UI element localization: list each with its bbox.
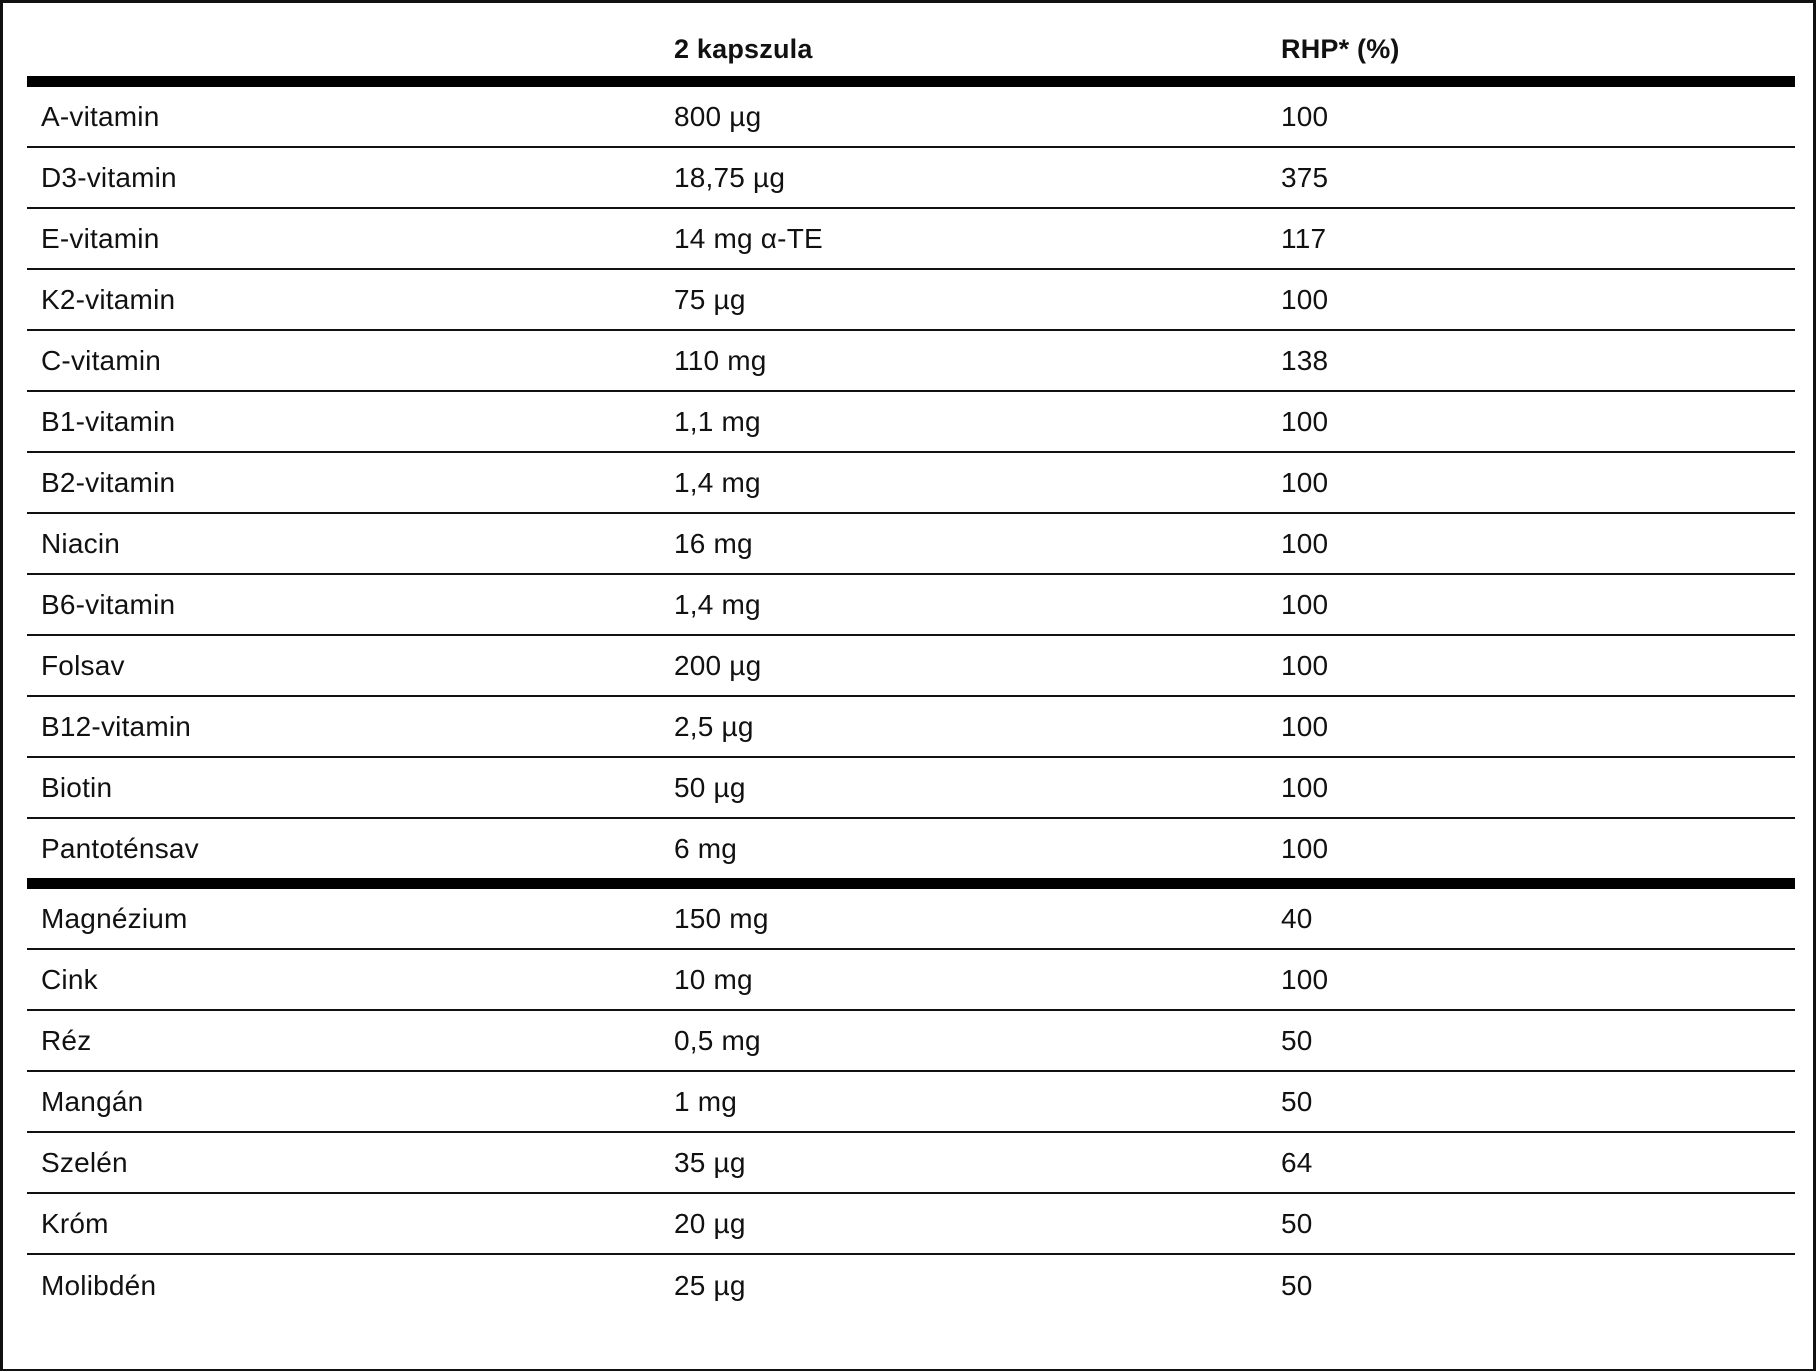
- nutrient-amount: 25 µg: [674, 1269, 746, 1301]
- header-rhp: RHP* (%): [1281, 34, 1400, 64]
- table-row: [27, 697, 1795, 758]
- nutrient-rhp: 117: [1281, 222, 1327, 254]
- nutrient-rhp: 50: [1281, 1207, 1313, 1239]
- nutrient-name: Molibdén: [41, 1269, 157, 1301]
- table-row: [27, 453, 1795, 514]
- nutrient-name: Niacin: [41, 527, 121, 559]
- header-amount: 2 kapszula: [674, 34, 813, 64]
- nutrient-name: Magnézium: [41, 902, 188, 934]
- nutrient-rhp: 50: [1281, 1085, 1313, 1117]
- nutrient-name: Folsav: [41, 649, 125, 681]
- nutrient-name: B1-vitamin: [41, 405, 176, 437]
- nutrient-rhp: 100: [1281, 527, 1329, 559]
- nutrient-name: D3-vitamin: [41, 161, 177, 193]
- nutrient-rhp: 375: [1281, 161, 1329, 193]
- table-row: [27, 1072, 1795, 1133]
- nutrient-name: B2-vitamin: [41, 466, 176, 498]
- nutrient-amount: 10 mg: [674, 963, 753, 995]
- nutrient-rhp: 40: [1281, 902, 1313, 934]
- nutrient-amount: 1,1 mg: [674, 405, 761, 437]
- table-row: [27, 209, 1795, 270]
- table-row: [27, 392, 1795, 453]
- table-row: [27, 636, 1795, 697]
- nutrient-amount: 0,5 mg: [674, 1024, 761, 1056]
- nutrient-amount: 20 µg: [674, 1207, 746, 1239]
- nutrient-amount: 800 µg: [674, 100, 762, 132]
- nutrient-rhp: 100: [1281, 963, 1329, 995]
- nutrient-rhp: 100: [1281, 100, 1329, 132]
- table-row: [27, 1133, 1795, 1194]
- table-row: [27, 87, 1795, 148]
- table-row: [27, 331, 1795, 392]
- nutrient-rhp: 100: [1281, 283, 1329, 315]
- nutrient-amount: 1,4 mg: [674, 466, 761, 498]
- table-row: [27, 1255, 1795, 1316]
- nutrient-amount: 2,5 µg: [674, 710, 754, 742]
- nutrient-name: Szelén: [41, 1146, 128, 1178]
- nutrient-rhp: 50: [1281, 1024, 1313, 1056]
- table-row: [27, 1194, 1795, 1255]
- nutrient-rhp: 100: [1281, 466, 1329, 498]
- nutrient-amount: 75 µg: [674, 283, 746, 315]
- table-row: [27, 758, 1795, 819]
- nutrient-rhp: 64: [1281, 1146, 1313, 1178]
- nutrient-name: Réz: [41, 1024, 92, 1056]
- nutrient-name: C-vitamin: [41, 344, 162, 376]
- table-row: [27, 1011, 1795, 1072]
- nutrient-name: A-vitamin: [41, 100, 160, 132]
- nutrient-name: E-vitamin: [41, 222, 160, 254]
- table-header-row: [27, 23, 1795, 87]
- nutrient-amount: 110 mg: [674, 344, 767, 376]
- nutrient-amount: 14 mg α-TE: [674, 222, 823, 254]
- table-row: [27, 950, 1795, 1011]
- nutrient-name: B12-vitamin: [41, 710, 192, 742]
- table-row: [27, 270, 1795, 331]
- nutrient-name: Biotin: [41, 771, 113, 803]
- nutrient-amount: 1,4 mg: [674, 588, 761, 620]
- nutrient-amount: 1 mg: [674, 1085, 738, 1117]
- nutrient-rhp: 100: [1281, 771, 1329, 803]
- nutrient-rhp: 100: [1281, 649, 1329, 681]
- nutrient-amount: 16 mg: [674, 527, 753, 559]
- nutrient-name: Cink: [41, 963, 98, 995]
- nutrient-amount: 18,75 µg: [674, 161, 786, 193]
- nutrient-name: Króm: [41, 1207, 109, 1239]
- nutrient-rhp: 100: [1281, 710, 1329, 742]
- nutrient-amount: 150 mg: [674, 902, 769, 934]
- nutrient-amount: 50 µg: [674, 771, 746, 803]
- nutrient-name: B6-vitamin: [41, 588, 176, 620]
- table-row: [27, 819, 1795, 889]
- nutrient-amount: 200 µg: [674, 649, 762, 681]
- nutrient-rhp: 100: [1281, 588, 1329, 620]
- table-row: [27, 148, 1795, 209]
- nutrient-rhp: 100: [1281, 832, 1329, 864]
- nutrient-name: K2-vitamin: [41, 283, 176, 315]
- nutrient-amount: 6 mg: [674, 832, 738, 864]
- nutrient-amount: 35 µg: [674, 1146, 746, 1178]
- nutrient-rhp: 100: [1281, 405, 1329, 437]
- nutrient-name: Pantoténsav: [41, 832, 199, 864]
- nutrition-table: [27, 23, 1795, 1316]
- nutrient-rhp: 50: [1281, 1269, 1313, 1301]
- table-row: [27, 889, 1795, 950]
- nutrient-name: Mangán: [41, 1085, 144, 1117]
- table-row: [27, 514, 1795, 575]
- table-row: [27, 575, 1795, 636]
- nutrient-rhp: 138: [1281, 344, 1329, 376]
